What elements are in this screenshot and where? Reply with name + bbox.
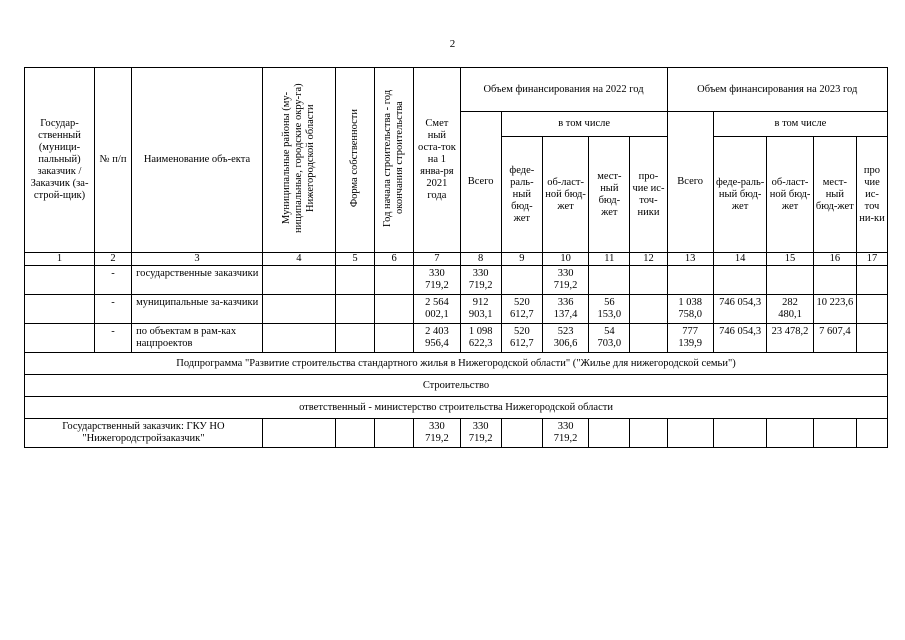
col-number: 2 — [95, 253, 132, 266]
header-regional-2023: об-ласт-ной бюд-жет — [767, 137, 813, 253]
header-customer: Государ-ственный (муници-пальный) заказчик / Заказчик (за-строй-щик) — [25, 68, 95, 253]
cell-local-2022 — [589, 266, 630, 295]
header-total-2023: Всего — [667, 112, 713, 253]
cell-balance: 2 403 956,4 — [414, 324, 460, 353]
cell-local-2022: 54 703,0 — [589, 324, 630, 353]
cell-customer — [25, 295, 95, 324]
cell-regional-2023: 282 480,1 — [767, 295, 813, 324]
col-number: 16 — [813, 253, 856, 266]
cell-other-2022 — [630, 266, 667, 295]
subprogram-row: Подпрограмма "Развитие строительства стандартного жилья в Нижегородской области" ("Жилье для нижегородской семьи") — [25, 353, 888, 375]
cell-local-2022: 56 153,0 — [589, 295, 630, 324]
cell-district — [262, 295, 335, 324]
cell-num: - — [95, 266, 132, 295]
header-other-2023: про чие ис-точ ни-ки — [856, 137, 887, 253]
col-number: 4 — [262, 253, 335, 266]
col-number: 15 — [767, 253, 813, 266]
cell-other-2023 — [856, 266, 887, 295]
cell-name: государственные заказчики — [132, 266, 263, 295]
cell-balance: 330 719,2 — [414, 266, 460, 295]
col-number: 1 — [25, 253, 95, 266]
header-ownership — [335, 68, 374, 253]
header-num: № п/п — [95, 68, 132, 253]
cell-federal-2023 — [713, 266, 767, 295]
col-number: 12 — [630, 253, 667, 266]
cell-total-2023 — [667, 266, 713, 295]
cell-regional-2022: 330 719,2 — [542, 419, 588, 448]
header-local-2022: мест-ный бюд-жет — [589, 137, 630, 253]
header-name: Наименование объ-екта — [132, 68, 263, 253]
column-number-row — [25, 253, 888, 266]
col-number: 13 — [667, 253, 713, 266]
cell-other-2023 — [856, 295, 887, 324]
cell-years — [375, 324, 414, 353]
col-number: 10 — [542, 253, 588, 266]
header-districts — [262, 68, 335, 253]
cell-balance: 2 564 002,1 — [414, 295, 460, 324]
cell-district — [262, 266, 335, 295]
cell-local-2023: 10 223,6 — [813, 295, 856, 324]
table-row — [25, 324, 888, 353]
cell-num: - — [95, 324, 132, 353]
cell-ownership — [335, 419, 374, 448]
cell-regional-2022: 330 719,2 — [542, 266, 588, 295]
cell-federal-2023 — [713, 419, 767, 448]
header-ownership-text: Форма собственности — [349, 108, 361, 208]
header-including-2023: в том числе — [713, 112, 887, 137]
cell-local-2023 — [813, 266, 856, 295]
col-number: 9 — [501, 253, 542, 266]
header-other-2022: про-чие ис-точ-ники — [630, 137, 667, 253]
col-number: 3 — [132, 253, 263, 266]
cell-total-2023: 777 139,9 — [667, 324, 713, 353]
header-federal-2022: феде-раль-ный бюд-жет — [501, 137, 542, 253]
header-federal-2023: феде-раль-ный бюд-жет — [713, 137, 767, 253]
cell-regional-2022: 336 137,4 — [542, 295, 588, 324]
cell-other-2023 — [856, 324, 887, 353]
col-number: 5 — [335, 253, 374, 266]
header-years-text: Год начала строительства - год окончания строительства — [382, 89, 406, 227]
cell-years — [375, 266, 414, 295]
header-balance: Смет ный оста-ток на 1 янва-ря 2021 года — [414, 68, 460, 253]
col-number: 11 — [589, 253, 630, 266]
cell-regional-2022: 523 306,6 — [542, 324, 588, 353]
cell-years — [375, 419, 414, 448]
page-number: 2 — [449, 38, 456, 50]
cell-ownership — [335, 295, 374, 324]
col-number: 6 — [375, 253, 414, 266]
col-number: 17 — [856, 253, 887, 266]
cell-regional-2023 — [767, 419, 813, 448]
customer-name: Государственный заказчик: ГКУ НО "Нижегородстройзаказчик" — [25, 419, 263, 448]
col-number: 7 — [414, 253, 460, 266]
cell-name: муниципальные за-казчики — [132, 295, 263, 324]
cell-other-2023 — [856, 419, 887, 448]
cell-other-2022 — [630, 295, 667, 324]
cell-name: по объектам в рам-ках нацпроектов — [132, 324, 263, 353]
cell-other-2022 — [630, 324, 667, 353]
cell-federal-2022: 520 612,7 — [501, 324, 542, 353]
financing-table — [24, 67, 888, 448]
cell-local-2023 — [813, 419, 856, 448]
responsible-row: ответственный - министерство строительства Нижегородской области — [25, 397, 888, 419]
col-number: 14 — [713, 253, 767, 266]
cell-district — [262, 419, 335, 448]
header-fin-2023: Объем финансирования на 2023 год — [667, 68, 887, 112]
customer-row — [25, 419, 888, 448]
cell-total-2022: 912 903,1 — [460, 295, 501, 324]
cell-ownership — [335, 324, 374, 353]
cell-district — [262, 324, 335, 353]
cell-total-2023 — [667, 419, 713, 448]
cell-balance: 330 719,2 — [414, 419, 460, 448]
cell-other-2022 — [630, 419, 667, 448]
col-number: 8 — [460, 253, 501, 266]
cell-customer — [25, 266, 95, 295]
cell-years — [375, 295, 414, 324]
header-total-2022: Всего — [460, 112, 501, 253]
header-districts-text: Муниципальные районы (му-ниципальные, городские окру-га) Нижегородской области — [280, 83, 316, 233]
cell-customer — [25, 324, 95, 353]
cell-total-2023: 1 038 758,0 — [667, 295, 713, 324]
cell-federal-2022 — [501, 266, 542, 295]
header-regional-2022: об-ласт-ной бюд-жет — [542, 137, 588, 253]
header-fin-2022: Объем финансирования на 2022 год — [460, 68, 667, 112]
cell-ownership — [335, 266, 374, 295]
header-local-2023: мест-ный бюд-жет — [813, 137, 856, 253]
cell-total-2022: 330 719,2 — [460, 266, 501, 295]
header-years — [375, 68, 414, 253]
table-row — [25, 295, 888, 324]
cell-regional-2023: 23 478,2 — [767, 324, 813, 353]
cell-federal-2022 — [501, 419, 542, 448]
section-row: Строительство — [25, 375, 888, 397]
cell-federal-2023: 746 054,3 — [713, 324, 767, 353]
cell-regional-2023 — [767, 266, 813, 295]
cell-num: - — [95, 295, 132, 324]
cell-federal-2023: 746 054,3 — [713, 295, 767, 324]
cell-local-2023: 7 607,4 — [813, 324, 856, 353]
header-including-2022: в том числе — [501, 112, 667, 137]
cell-total-2022: 330 719,2 — [460, 419, 501, 448]
cell-total-2022: 1 098 622,3 — [460, 324, 501, 353]
cell-local-2022 — [589, 419, 630, 448]
cell-federal-2022: 520 612,7 — [501, 295, 542, 324]
table-row — [25, 266, 888, 295]
